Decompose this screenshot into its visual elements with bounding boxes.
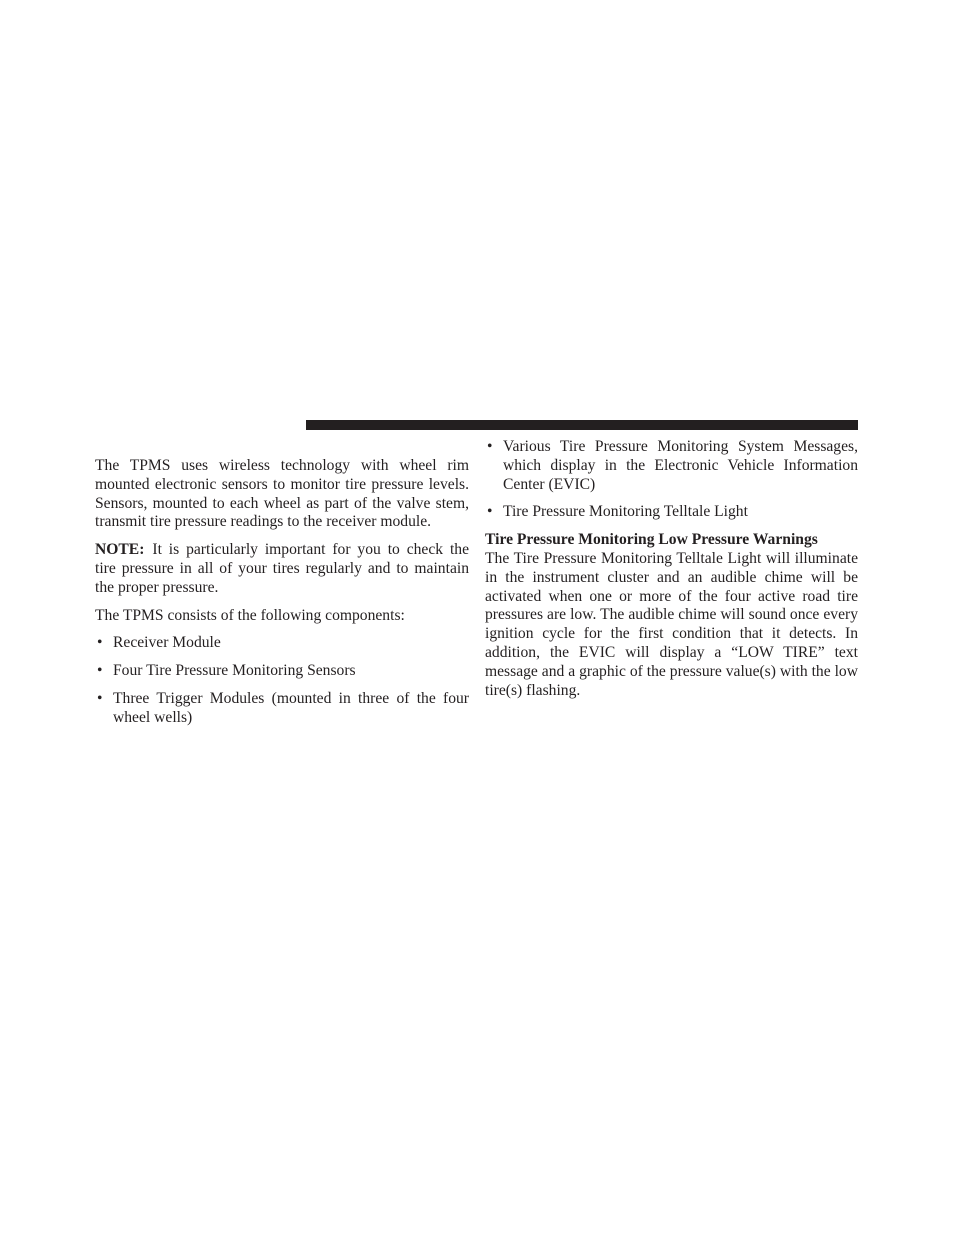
note-paragraph <box>95 541 469 597</box>
list-item-text: Three Trigger Modules (mounted in three of the four wheel wells) <box>113 689 469 726</box>
bullet-icon: • <box>97 689 103 707</box>
header-rule <box>306 420 858 430</box>
warnings-paragraph: The Tire Pressure Monitoring Telltale Light will illuminate in the instrument cluster and an audible chime will be activated when one or more of the four active road tire pressures are low. The audible chime will sound once every ignition cycle for the first condition that it detects. In addition, the EVIC will display a “LOW TIRE” text message and a graphic of the pressure value(s) with the low tire(s) flashing. <box>485 549 858 699</box>
bullet-icon: • <box>487 438 493 455</box>
left-column <box>95 457 469 737</box>
list-item <box>485 438 858 494</box>
components-list <box>95 634 469 727</box>
list-item-text: Tire Pressure Monitoring Telltale Light <box>503 503 748 521</box>
list-item <box>485 503 858 522</box>
note-text: It is particularly important for you to check the tire pressure in all of your tires regularly and to maintain the proper pressure. <box>95 541 469 596</box>
note-label: NOTE: <box>95 541 145 559</box>
bullet-icon: • <box>97 662 103 680</box>
components-intro: The TPMS consists of the following components: <box>95 606 405 624</box>
list-item <box>95 662 469 681</box>
bullet-icon: • <box>487 503 493 521</box>
components-list-continued <box>485 438 858 522</box>
list-item-text: Four Tire Pressure Monitoring Sensors <box>113 662 356 680</box>
list-item-text: Receiver Module <box>113 634 221 652</box>
bullet-icon: • <box>97 634 103 652</box>
section-heading: Tire Pressure Monitoring Low Pressure Warnings <box>485 531 818 549</box>
right-column <box>485 438 858 700</box>
list-item-text: Various Tire Pressure Monitoring System Messages, which display in the Electronic Vehicle Information Center (EVIC) <box>503 438 858 493</box>
list-item <box>95 690 469 728</box>
intro-paragraph: The TPMS uses wireless technology with wheel rim mounted electronic sensors to monitor tire pressure levels. Sensors, mounted to each wheel as part of the valve stem, transmit tire pressure readings to the receiver module. <box>95 457 469 531</box>
list-item <box>95 634 469 653</box>
